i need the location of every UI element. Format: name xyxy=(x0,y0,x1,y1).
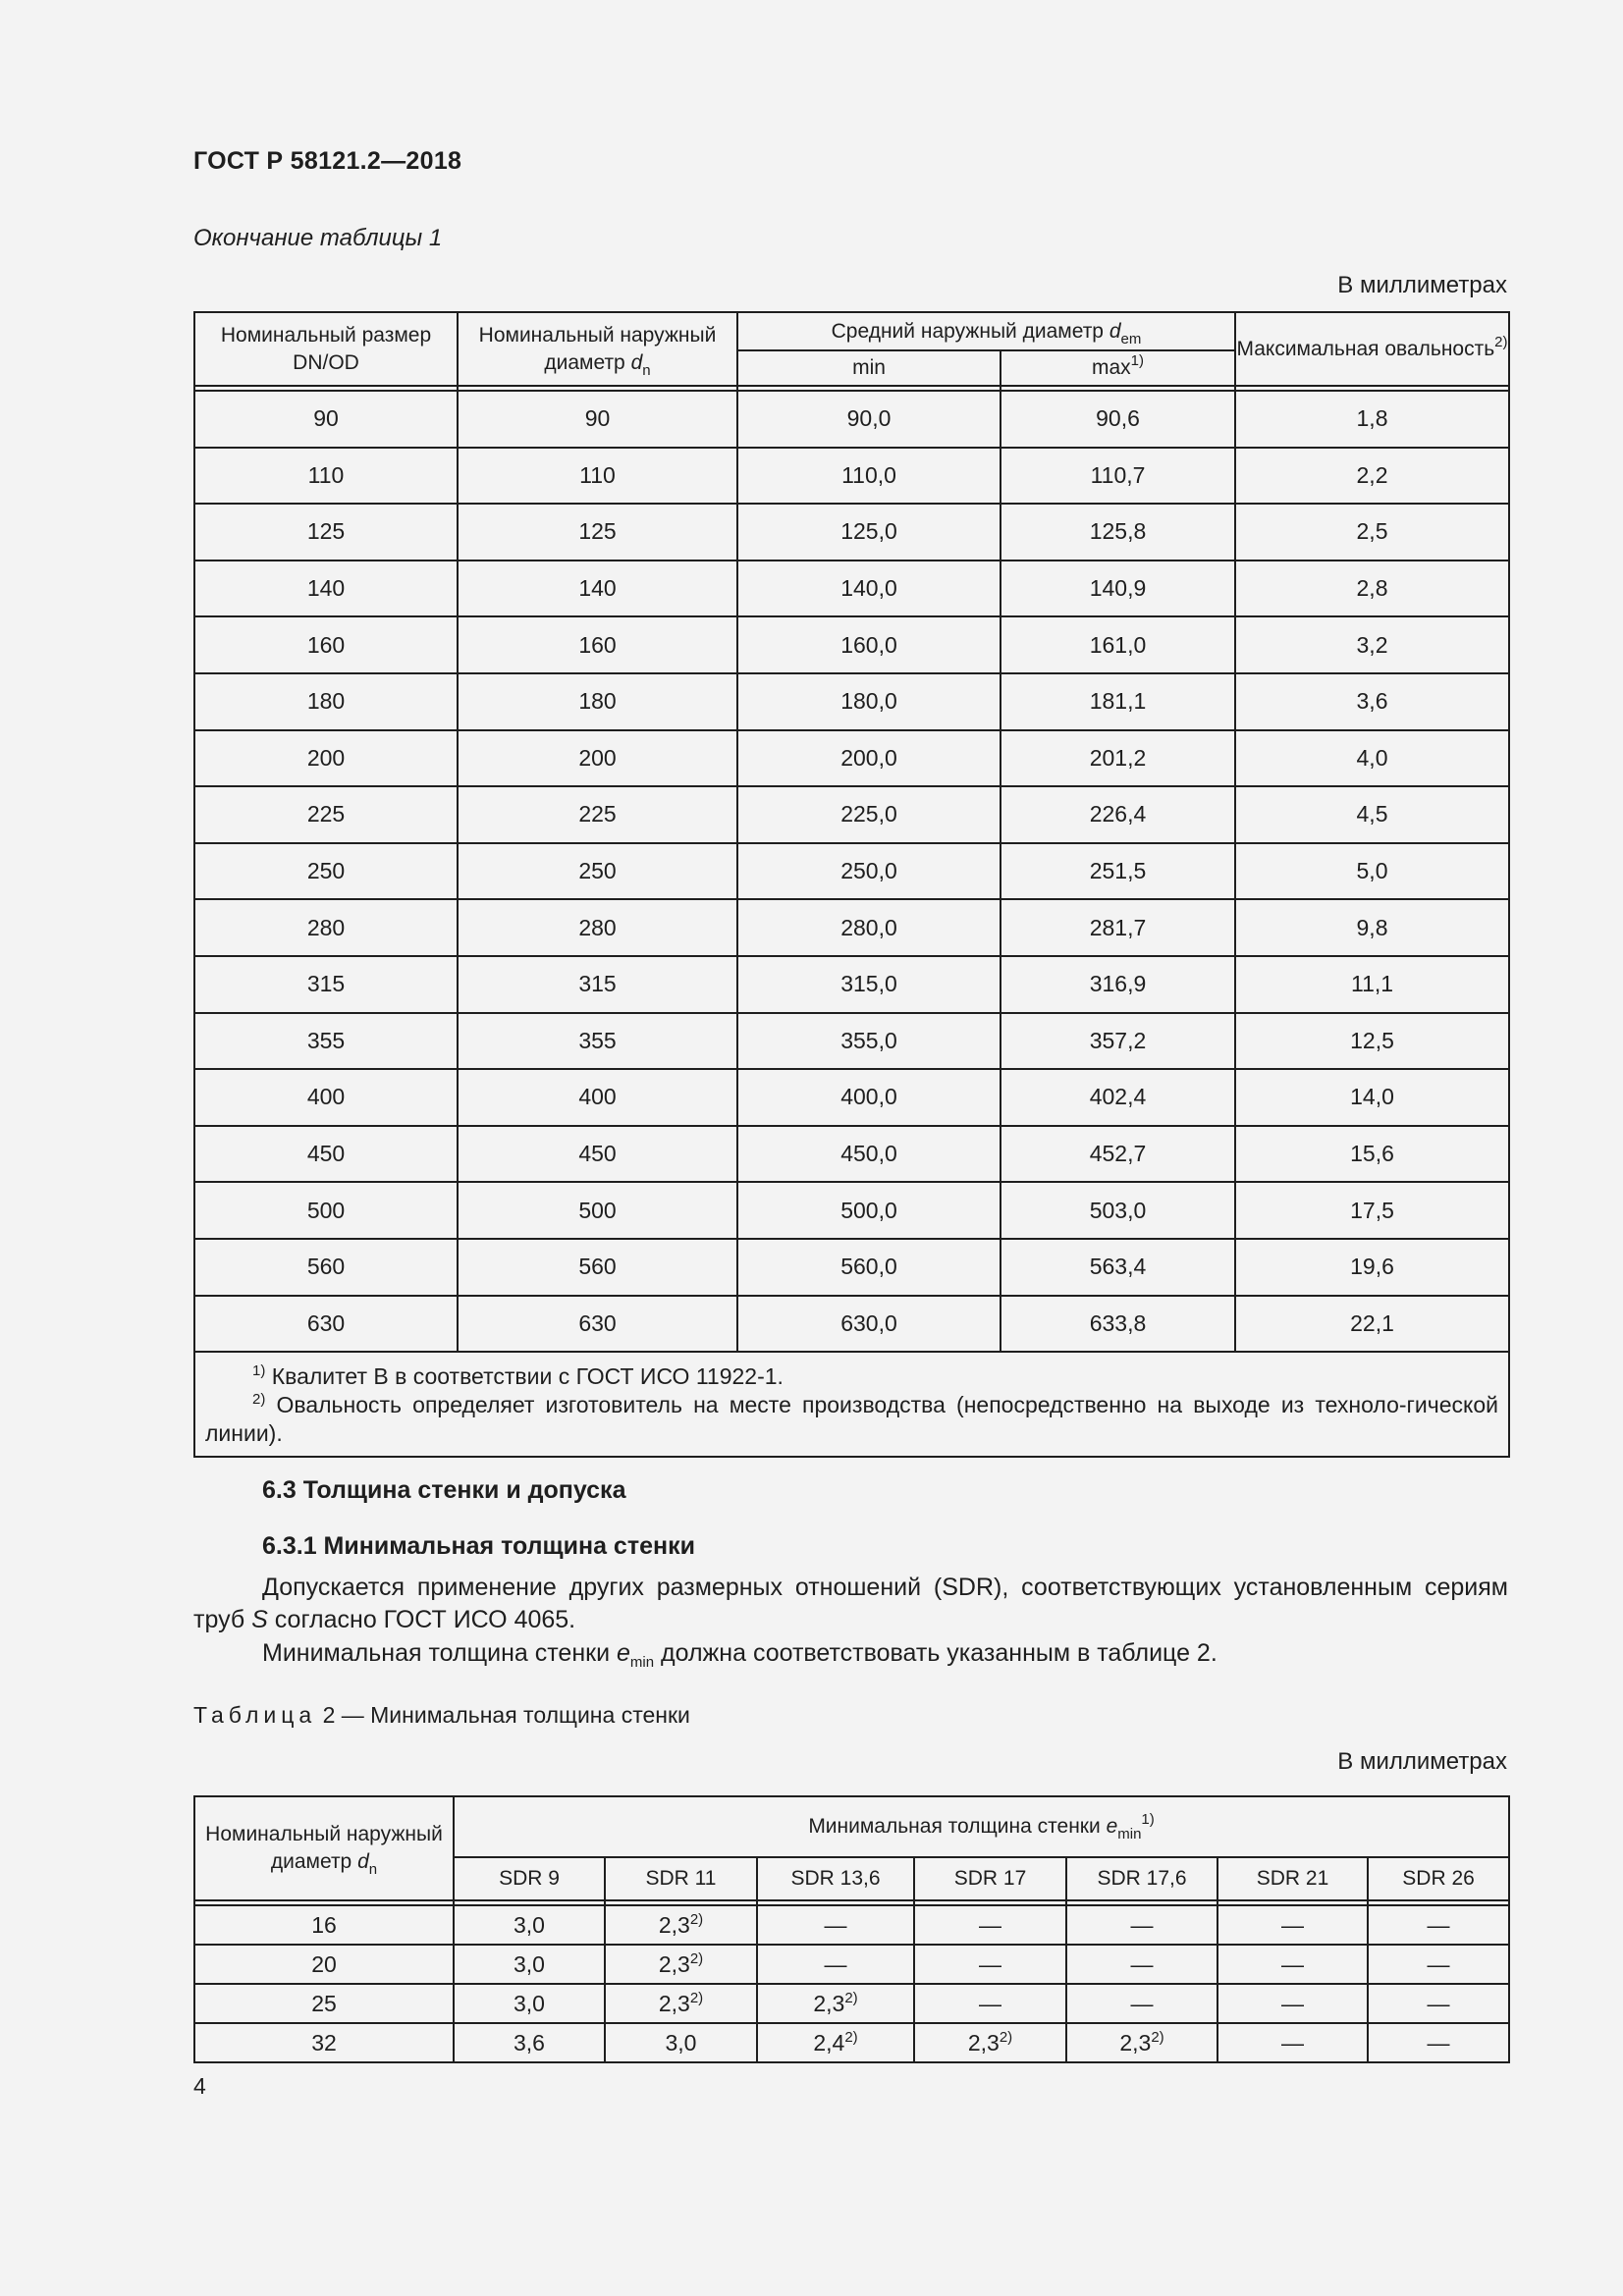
table-cell: 402,4 xyxy=(1001,1069,1235,1126)
table-cell: 450 xyxy=(458,1126,737,1183)
table-cell: 200 xyxy=(458,730,737,787)
table-cell: 90 xyxy=(194,391,458,448)
table-cell: 125,8 xyxy=(1001,504,1235,561)
table-cell: — xyxy=(914,1945,1066,1984)
table-cell: 160 xyxy=(458,616,737,673)
table-cell: 560 xyxy=(458,1239,737,1296)
table-cell: 180,0 xyxy=(737,673,1001,730)
table-cell: 450,0 xyxy=(737,1126,1001,1183)
table-cell: 12,5 xyxy=(1235,1013,1509,1070)
table-cell: 315,0 xyxy=(737,956,1001,1013)
table-row xyxy=(194,786,1509,843)
table-cell: 250,0 xyxy=(737,843,1001,900)
table-row xyxy=(194,448,1509,505)
table-cell: 2,4$^{2)}$ xyxy=(757,2023,914,2062)
table-row xyxy=(194,616,1509,673)
table-row xyxy=(194,1182,1509,1239)
table-cell: 3,6 xyxy=(1235,673,1509,730)
table-cell: 563,4 xyxy=(1001,1239,1235,1296)
header-min: min xyxy=(737,350,1001,386)
table-cell: 14,0 xyxy=(1235,1069,1509,1126)
table-row xyxy=(194,1296,1509,1353)
table-cell: 125 xyxy=(194,504,458,561)
table-cell: — xyxy=(1066,1945,1217,1984)
table-cell: 400,0 xyxy=(737,1069,1001,1126)
table-cell: 500 xyxy=(194,1182,458,1239)
section-6-3-title: 6.3 Толщина стенки и допуска xyxy=(262,1476,626,1504)
table-cell: 2,5 xyxy=(1235,504,1509,561)
table-cell: 280 xyxy=(194,899,458,956)
table-cell: 160 xyxy=(194,616,458,673)
footnote: $^{1)}$ Квалитет В в соответствии с ГОСТ ИСО 11922-1. xyxy=(252,1362,784,1390)
table-cell: 181,1 xyxy=(1001,673,1235,730)
table-cell: 3,0 xyxy=(454,1945,605,1984)
table-cell: 450 xyxy=(194,1126,458,1183)
t2-header-min-thickness: Минимальная толщина стенки $e_{min}^{1)}$ xyxy=(454,1796,1509,1857)
table-row xyxy=(194,391,1509,448)
table-cell: 2,3$^{2)}$ xyxy=(757,1984,914,2023)
table-cell: — xyxy=(1368,1945,1509,1984)
table-cell: 452,7 xyxy=(1001,1126,1235,1183)
table-cell: 316,9 xyxy=(1001,956,1235,1013)
table-cell: 3,6 xyxy=(454,2023,605,2062)
table-cell: 2,2 xyxy=(1235,448,1509,505)
table2-caption: Таблица 2 — Минимальная толщина стенки xyxy=(193,1702,690,1728)
table-cell: 251,5 xyxy=(1001,843,1235,900)
table1-continuation-caption: Окончание таблицы 1 xyxy=(193,225,443,251)
table-cell: 140 xyxy=(458,561,737,617)
table-cell: 2,8 xyxy=(1235,561,1509,617)
table-cell: 90 xyxy=(458,391,737,448)
sdr-header: SDR 17 xyxy=(914,1857,1066,1900)
table-cell: 125 xyxy=(458,504,737,561)
table-row xyxy=(194,1069,1509,1126)
header-max-ovality: Максимальная овальность$^{2)}$ xyxy=(1235,312,1509,386)
table-cell: 2,3$^{2)}$ xyxy=(605,1984,757,2023)
table-cell: 160,0 xyxy=(737,616,1001,673)
sdr-header: SDR 13,6 xyxy=(757,1857,914,1900)
table-cell: 225,0 xyxy=(737,786,1001,843)
table-cell: 140,0 xyxy=(737,561,1001,617)
table-cell: 280,0 xyxy=(737,899,1001,956)
table-cell: 226,4 xyxy=(1001,786,1235,843)
table-cell: 357,2 xyxy=(1001,1013,1235,1070)
table-cell: 180 xyxy=(194,673,458,730)
table-cell: — xyxy=(1368,2023,1509,2062)
table-cell: 633,8 xyxy=(1001,1296,1235,1353)
table-cell: — xyxy=(1217,1905,1368,1945)
table-cell: 110 xyxy=(194,448,458,505)
table-cell: — xyxy=(757,1905,914,1945)
table-cell: 90,6 xyxy=(1001,391,1235,448)
table-cell: 5,0 xyxy=(1235,843,1509,900)
sdr-header: SDR 9 xyxy=(454,1857,605,1900)
table-cell: — xyxy=(1217,1984,1368,2023)
paragraph-min-thickness: Минимальная толщина стенки $e_{min}$ должна соответствовать указанным в таблице 2. xyxy=(262,1639,1217,1671)
table-cell: 503,0 xyxy=(1001,1182,1235,1239)
table2-units: В миллиметрах xyxy=(1337,1748,1507,1775)
table-cell: 355,0 xyxy=(737,1013,1001,1070)
table-cell: — xyxy=(914,1984,1066,2023)
table-cell: 2,3$^{2)}$ xyxy=(605,1905,757,1945)
table-cell: 250 xyxy=(458,843,737,900)
table-row xyxy=(194,561,1509,617)
table-cell: 201,2 xyxy=(1001,730,1235,787)
paragraph-sdr: Допускается применение других размерных отношений (SDR), соответствующих установленным сериям труб S согласно ГОСТ ИСО 4065. xyxy=(193,1574,1508,1633)
table-row xyxy=(194,1126,1509,1183)
table-cell: 200 xyxy=(194,730,458,787)
table-cell: 315 xyxy=(458,956,737,1013)
table-row xyxy=(194,1013,1509,1070)
table-row xyxy=(194,730,1509,787)
table-cell: 315 xyxy=(194,956,458,1013)
table-footnotes xyxy=(194,1352,1509,1457)
table-cell: 161,0 xyxy=(1001,616,1235,673)
table-cell: — xyxy=(1066,1984,1217,2023)
table-cell: 2,3$^{2)}$ xyxy=(1066,2023,1217,2062)
table-cell: 225 xyxy=(458,786,737,843)
table-cell: 630 xyxy=(194,1296,458,1353)
table-cell: 3,0 xyxy=(454,1905,605,1945)
table-cell: 3,0 xyxy=(605,2023,757,2062)
table-cell: 400 xyxy=(458,1069,737,1126)
table-cell: 4,5 xyxy=(1235,786,1509,843)
table-row xyxy=(194,843,1509,900)
table-cell: 16 xyxy=(194,1905,454,1945)
table-cell: 19,6 xyxy=(1235,1239,1509,1296)
table-cell: 4,0 xyxy=(1235,730,1509,787)
table-cell: 110 xyxy=(458,448,737,505)
table-cell: 125,0 xyxy=(737,504,1001,561)
table-row xyxy=(194,1905,1509,1945)
sdr-header: SDR 26 xyxy=(1368,1857,1509,1900)
table-cell: 3,0 xyxy=(454,1984,605,2023)
table-row xyxy=(194,899,1509,956)
table-row xyxy=(194,956,1509,1013)
sdr-header: SDR 17,6 xyxy=(1066,1857,1217,1900)
table-cell: 2,3$^{2)}$ xyxy=(914,2023,1066,2062)
table-row xyxy=(194,1239,1509,1296)
section-6-3-1-title: 6.3.1 Минимальная толщина стенки xyxy=(262,1532,695,1560)
header-nominal-diameter: Номинальный наружный диаметр $d_n$ xyxy=(458,312,737,386)
table-cell: 500,0 xyxy=(737,1182,1001,1239)
table-cell: — xyxy=(1066,1905,1217,1945)
table-cell: 140,9 xyxy=(1001,561,1235,617)
table-row xyxy=(194,1945,1509,1984)
table-cell: — xyxy=(1217,1945,1368,1984)
table-cell: 90,0 xyxy=(737,391,1001,448)
table1-units: В миллиметрах xyxy=(1337,272,1507,298)
table1 xyxy=(193,311,1510,1458)
page-number: 4 xyxy=(193,2073,206,2099)
table2 xyxy=(193,1795,1510,2063)
table-cell: 25 xyxy=(194,1984,454,2023)
table-cell: — xyxy=(1368,1905,1509,1945)
table-cell: 110,0 xyxy=(737,448,1001,505)
table-cell: 110,7 xyxy=(1001,448,1235,505)
table-cell: 280 xyxy=(458,899,737,956)
table-cell: 11,1 xyxy=(1235,956,1509,1013)
table-cell: 400 xyxy=(194,1069,458,1126)
sdr-header: SDR 21 xyxy=(1217,1857,1368,1900)
table-cell: 32 xyxy=(194,2023,454,2062)
sdr-header: SDR 11 xyxy=(605,1857,757,1900)
table-cell: 281,7 xyxy=(1001,899,1235,956)
table-cell: 3,2 xyxy=(1235,616,1509,673)
header-nominal-size: Номинальный размер DN/OD xyxy=(194,312,458,386)
table-cell: 355 xyxy=(458,1013,737,1070)
table-cell: 225 xyxy=(194,786,458,843)
table-cell: 630 xyxy=(458,1296,737,1353)
table-cell: 200,0 xyxy=(737,730,1001,787)
table-cell: 355 xyxy=(194,1013,458,1070)
table-cell: 15,6 xyxy=(1235,1126,1509,1183)
footnote: $^{2)}$ Овальность определяет изготовитель на месте производства (непосредственно на выходе из техноло-гической линии). xyxy=(205,1391,1499,1447)
table-cell: 630,0 xyxy=(737,1296,1001,1353)
table-cell: 180 xyxy=(458,673,737,730)
table-cell: — xyxy=(1368,1984,1509,2023)
table-cell: — xyxy=(914,1905,1066,1945)
table-cell: 2,3$^{2)}$ xyxy=(605,1945,757,1984)
table-cell: 9,8 xyxy=(1235,899,1509,956)
table-cell: 560 xyxy=(194,1239,458,1296)
table-cell: 500 xyxy=(458,1182,737,1239)
table-row xyxy=(194,1984,1509,2023)
table-cell: 250 xyxy=(194,843,458,900)
table-cell: 22,1 xyxy=(1235,1296,1509,1353)
table-cell: 560,0 xyxy=(737,1239,1001,1296)
table-row xyxy=(194,673,1509,730)
table-cell: 140 xyxy=(194,561,458,617)
table-cell: 20 xyxy=(194,1945,454,1984)
table-cell: 17,5 xyxy=(1235,1182,1509,1239)
document-header: ГОСТ Р 58121.2—2018 xyxy=(193,147,462,175)
table-cell: — xyxy=(1217,2023,1368,2062)
table-row xyxy=(194,2023,1509,2062)
table-cell: 1,8 xyxy=(1235,391,1509,448)
table-row xyxy=(194,504,1509,561)
t2-header-nominal-diameter: Номинальный наружный диаметр $d_n$ xyxy=(194,1796,454,1900)
header-max: $\max^{1)}$ xyxy=(1001,350,1235,386)
table-cell: — xyxy=(757,1945,914,1984)
header-mean-diameter: Средний наружный диаметр $d_{em}$ xyxy=(737,312,1235,350)
